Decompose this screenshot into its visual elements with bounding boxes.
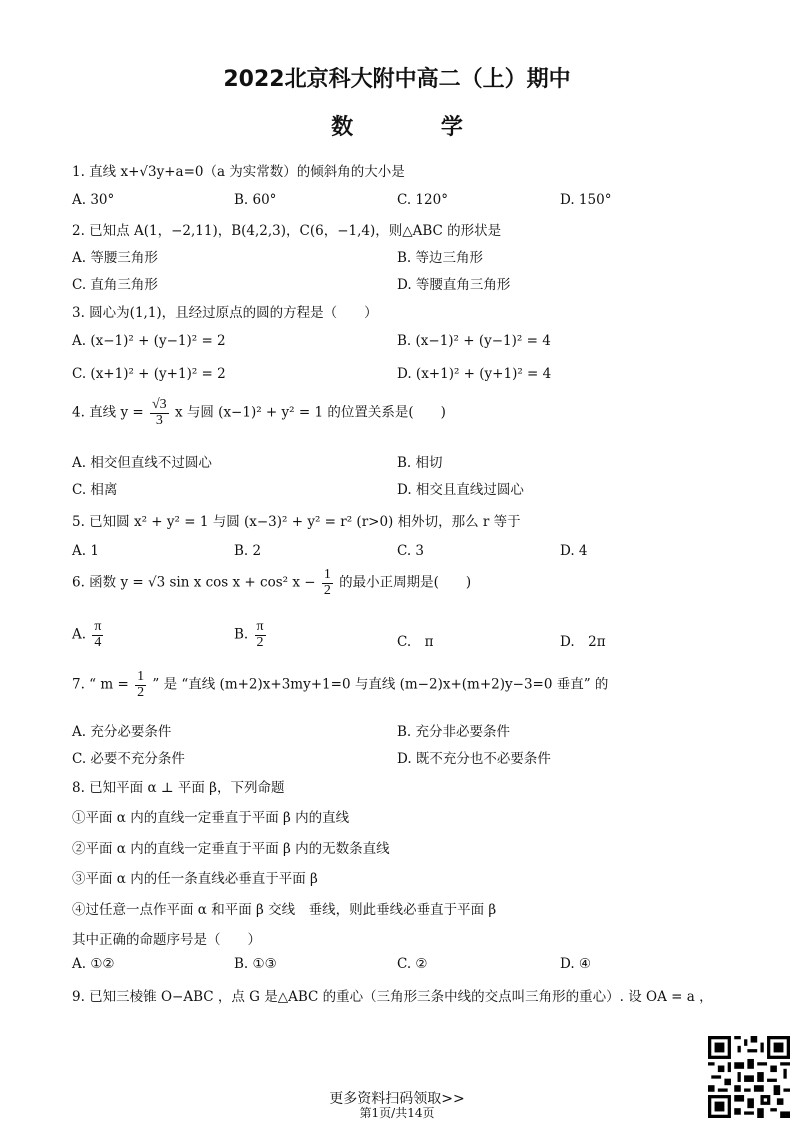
q7-option-a: A. 充分必要条件 — [72, 724, 172, 740]
fraction: $\frac{1}{2}$ — [137, 669, 145, 700]
q5-option-b: B. 2 — [234, 543, 262, 559]
page-number: 第1页/共14页 — [359, 1106, 435, 1120]
q4-option-b: B. 相切 — [397, 455, 443, 471]
q8-statement-4: ④过任意一点作平面 α 和平面 β 交线 垂线，则此垂线必垂直于平面 β — [72, 902, 497, 918]
q7-option-b: B. 充分非必要条件 — [397, 724, 511, 740]
question-9-stem: 9. 已知三棱锥 O−ABC ，点 G 是△ABC 的重心（三角形三条中线的交点叫三角形的重心）. 设 OA = a ， — [72, 989, 713, 1005]
q7-option-d: D. 既不充分也不必要条件 — [397, 751, 551, 767]
q8-option-c: C. ② — [397, 956, 428, 972]
q8-statement-1: ①平面 α 内的直线一定垂直于平面 β 内的直线 — [72, 810, 350, 826]
fraction: $\frac{√3}{3}$ — [152, 397, 167, 428]
question-3-stem: 3. 圆心为(1,1)，且经过原点的圆的方程是（ ） — [72, 305, 378, 321]
q1-option-b: B. 60° — [234, 192, 277, 208]
page-title: 2022北京科大附中高二（上）期中 — [223, 67, 571, 92]
question-8-stem: 8. 已知平面 α ⊥ 平面 β，下列命题 — [72, 780, 285, 796]
question-5-stem: 5. 已知圆 x² + y² = 1 与圆 (x−3)² + y² = r² (r>0) 相外切，那么 r 等于 — [72, 514, 521, 530]
question-1-stem: 1. 直线 x+√3y+a=0（a 为实常数）的倾斜角的大小是 — [72, 164, 405, 180]
subject-heading: 数 学 — [331, 115, 503, 140]
q6-option-c: C. π — [397, 634, 434, 650]
q8-statement-3: ③平面 α 内的任一条直线必垂直于平面 β — [72, 871, 318, 887]
q4-option-a: A. 相交但直线不过圆心 — [72, 455, 212, 471]
q6-option-b: B. $\frac{\pi}{2}$ — [234, 619, 264, 650]
q8-ask: 其中正确的命题序号是（ ） — [72, 932, 261, 948]
q3-option-d: D. (x+1)² + (y+1)² = 4 — [397, 366, 552, 382]
q2-option-b: B. 等边三角形 — [397, 250, 484, 266]
q5-option-c: C. 3 — [397, 543, 425, 559]
q2-option-d: D. 等腰直角三角形 — [397, 277, 511, 293]
fraction: $\frac{\pi}{2}$ — [256, 619, 264, 650]
q8-option-a: A. ①② — [72, 956, 115, 972]
q3-option-b: B. (x−1)² + (y−1)² = 4 — [397, 333, 551, 349]
q5-option-a: A. 1 — [72, 543, 99, 559]
q1-option-c: C. 120° — [397, 192, 448, 208]
question-4-stem: 4. 直线 y = $\frac{√3}{3}$ x 与圆 (x−1)² + y² = 1 的位置关系是( ) — [72, 397, 446, 428]
q2-option-c: C. 直角三角形 — [72, 277, 158, 293]
q3-option-a: A. (x−1)² + (y−1)² = 2 — [72, 333, 226, 349]
question-2-stem: 2. 已知点 A(1，−2,11)，B(4,2,3)，C(6，−1,4)，则△ABC 的形状是 — [72, 223, 502, 239]
q4-option-d: D. 相交且直线过圆心 — [397, 482, 524, 498]
q8-option-d: D. ④ — [560, 956, 592, 972]
q1-option-a: A. 30° — [72, 192, 115, 208]
q4-option-c: C. 相离 — [72, 482, 118, 498]
question-6-stem: 6. 函数 y = √3 sin x cos x + cos² x − $\frac{1}{2}$ 的最小正周期是( ) — [72, 567, 472, 598]
q8-statement-2: ②平面 α 内的直线一定垂直于平面 β 内的无数条直线 — [72, 841, 390, 857]
fraction: $\frac{1}{2}$ — [323, 567, 331, 598]
footer-promo: 更多资料扫码领取>> — [329, 1091, 465, 1107]
q5-option-d: D. 4 — [560, 543, 588, 559]
question-7-stem: 7. “ m = $\frac{1}{2}$ ” 是 “直线 (m+2)x+3my+1=0 与直线 (m−2)x+(m+2)y−3=0 垂直” 的 — [72, 669, 609, 700]
q8-option-b: B. ①③ — [234, 956, 277, 972]
q7-option-c: C. 必要不充分条件 — [72, 751, 185, 767]
q6-option-d: D. 2π — [560, 634, 606, 650]
q6-option-a: A. $\frac{\pi}{4}$ — [72, 619, 102, 650]
q3-option-c: C. (x+1)² + (y+1)² = 2 — [72, 366, 226, 382]
fraction: $\frac{\pi}{4}$ — [94, 619, 102, 650]
q1-option-d: D. 150° — [560, 192, 612, 208]
q2-option-a: A. 等腰三角形 — [72, 250, 158, 266]
